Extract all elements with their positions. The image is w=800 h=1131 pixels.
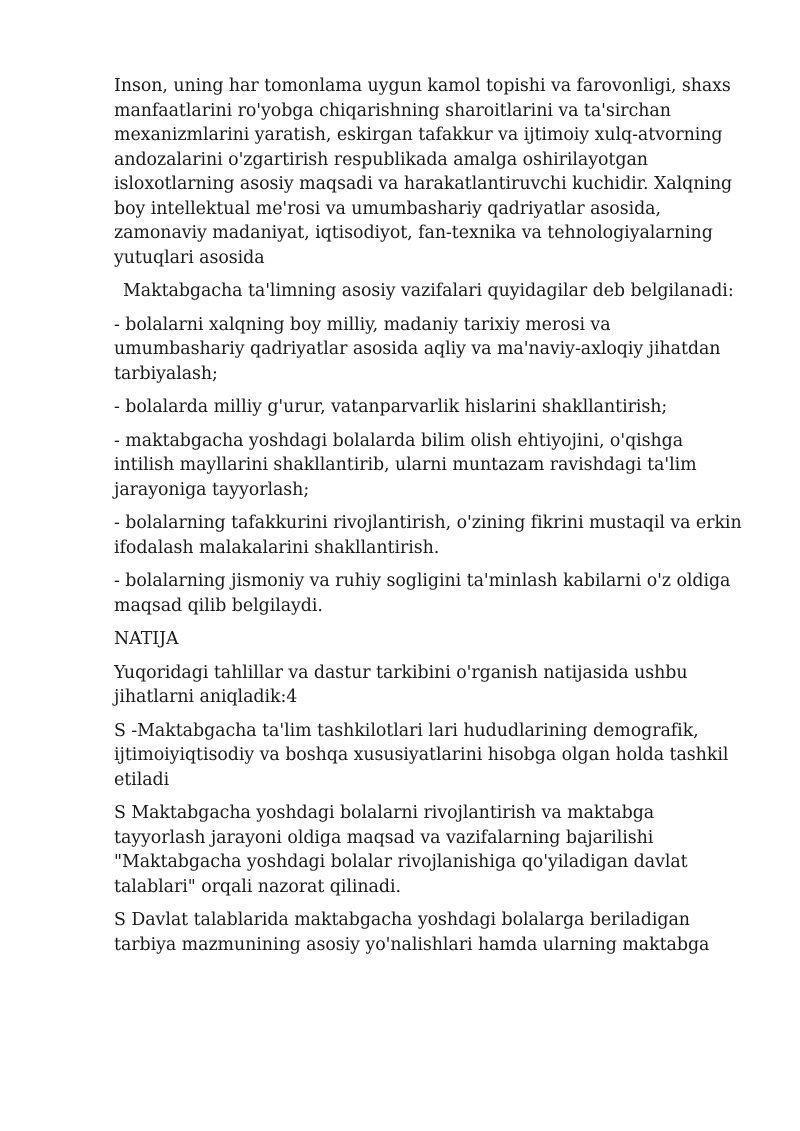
list-item: - maktabgacha yoshdagi bolalarda bilim olish ehtiyojini, o'qishga intilish mayllarini shakllantirib, ularni muntazam ravishdagi ta'lim jarayoniga tayyorlash; <box>114 430 697 500</box>
list-item: - bolalarni xalqning boy milliy, madaniy tarixiy merosi va umumbashariy qadriyatlar asosida aqliy va ma'naviy-axloqiy jihatdan tarbiyalash; <box>114 314 721 384</box>
result-item: S Davlat talablarida maktabgacha yoshdagi bolalarga beriladigan tarbiya mazmunining asosiy yo'nalishlari hamda ularning maktabga <box>114 910 710 955</box>
intro-paragraph: Inson, uning har tomonlama uygun kamol topishi va farovonligi, shaxs manfaatlarini ro'yobga chiqarishning sharoitlarini va ta'sirchan mexanizmlarini yaratish, eskirgan tafakkur va ijtimoiy xulq-atvorning andozalarini o'zgartirish respublikada amalga oshirilayotgan isloxotlarning asosiy maqsadi va harakatlantiruvchi kuchidir. Xalqning boy intellektual me'rosi va umumbashariy qadriyatlar asosida, zamonaviy madaniyat, iqtisodiyot, fan-texnika va tehnologiyalarning yutuqlari asosida <box>114 76 733 268</box>
document-page <box>114 74 744 966</box>
list-item: - bolalarning jismoniy va ruhiy sogligini ta'minlash kabilarni o'z oldiga maqsad qilib belgilaydi. <box>114 571 731 616</box>
result-item: S Maktabgacha yoshdagi bolalarni rivojlantirish va maktabga tayyorlash jarayoni oldiga maqsad va vazifalarning bajarilishi "Maktabgacha yoshdagi bolalar rivojlanishiga qo'yiladigan davlat talablari" orqali nazorat qilinadi. <box>114 803 688 897</box>
section-heading: NATIJA <box>114 629 179 649</box>
list-item: - bolalarda milliy g'urur, vatanparvarlik hislarini shakllantirish; <box>114 397 668 417</box>
results-paragraph: Yuqoridagi tahlillar va dastur tarkibini o'rganish natijasida ushbu jihatlarni aniqladik:4 <box>114 662 688 707</box>
list-item: - bolalarning tafakkurini rivojlantirish, o'zining fikrini mustaqil va erkin ifodalash malakalarini shakllantirish. <box>114 513 742 558</box>
result-item: S -Maktabgacha ta'lim tashkilotlari lari hududlarining demografik, ijtimoiyiqtisodiy va boshqa xususiyatlarini hisobga olgan holda tashkil etiladi <box>114 720 729 790</box>
tasks-heading-paragraph: Maktabgacha ta'limning asosiy vazifalari quyidagilar deb belgilanadi: <box>123 281 734 301</box>
